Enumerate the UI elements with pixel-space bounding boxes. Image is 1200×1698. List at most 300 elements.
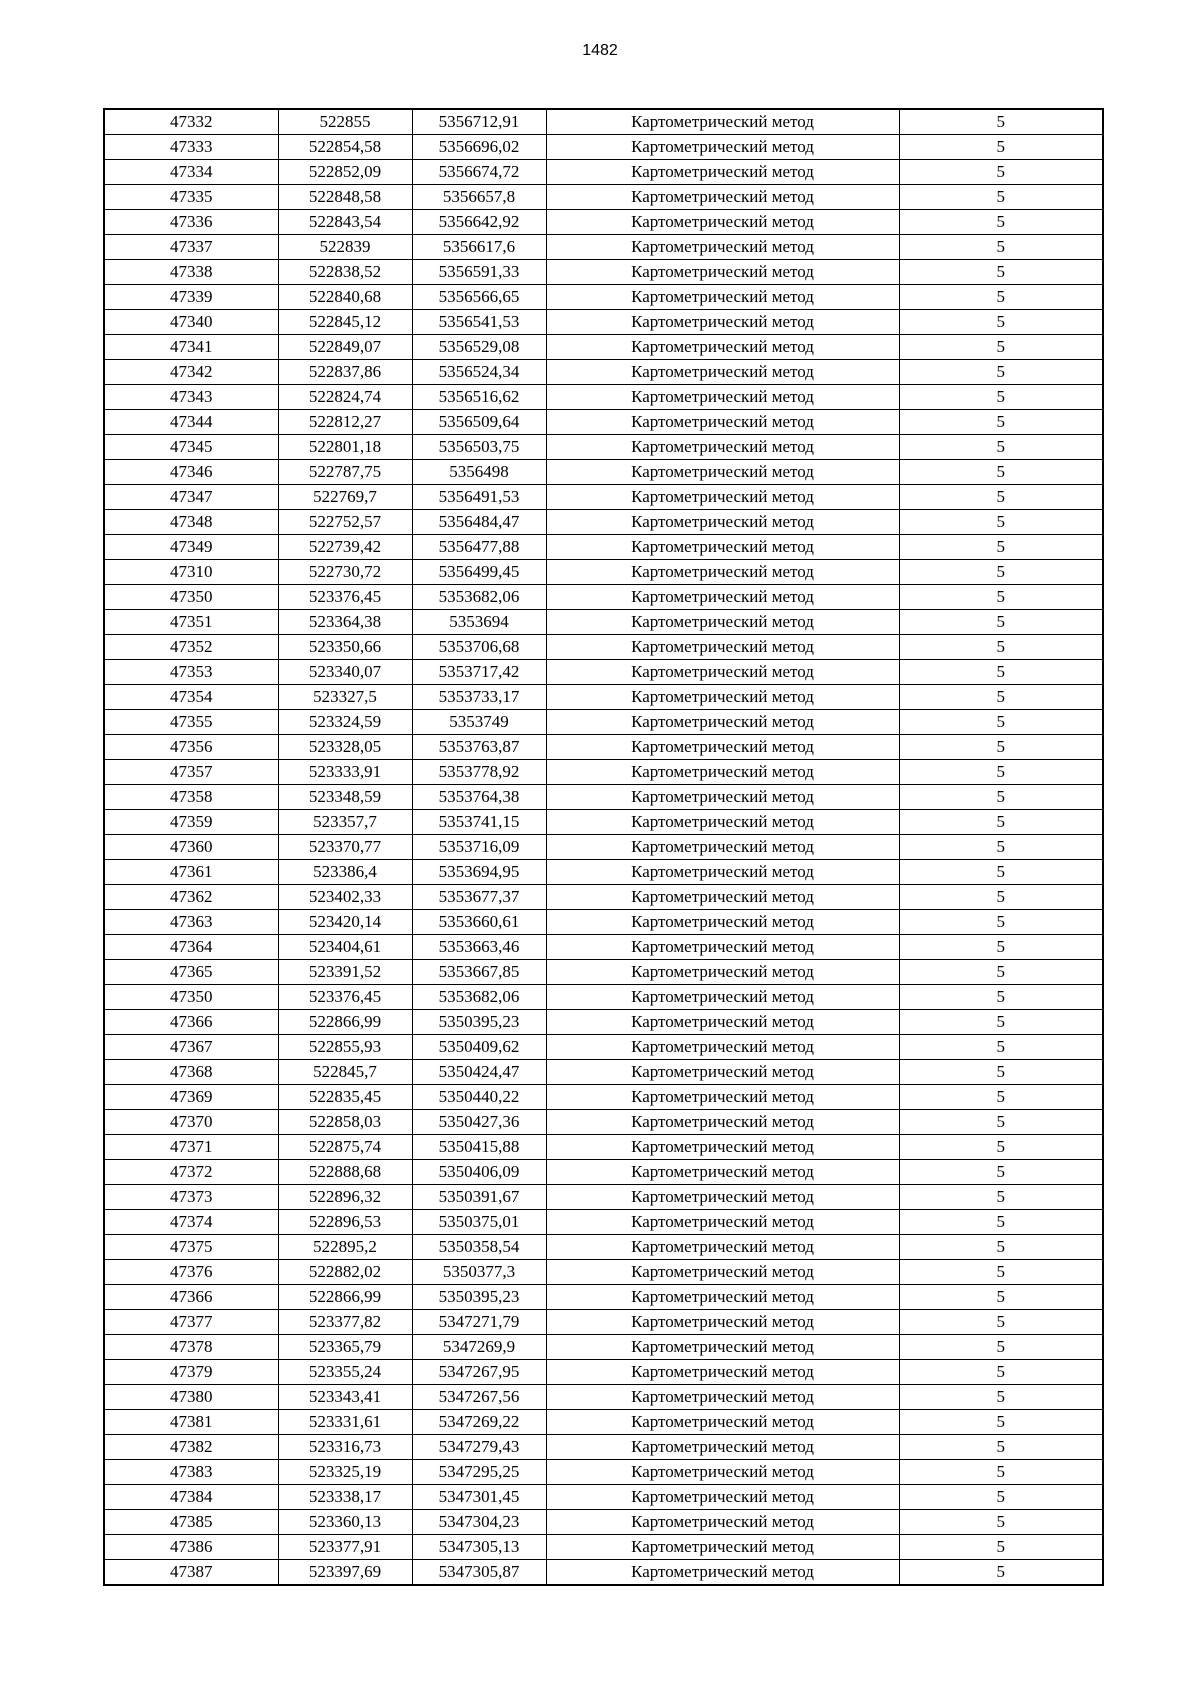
point-number-cell: 47355 xyxy=(104,710,278,735)
point-number-cell: 47382 xyxy=(104,1435,278,1460)
x-coordinate-cell: 522812,27 xyxy=(278,410,412,435)
y-coordinate-cell: 5347295,25 xyxy=(412,1460,546,1485)
table-row xyxy=(104,1260,1103,1285)
accuracy-cell: 5 xyxy=(899,1535,1103,1560)
method-cell: Картометрический метод xyxy=(546,1110,899,1135)
point-number-cell: 47337 xyxy=(104,235,278,260)
y-coordinate-cell: 5350375,01 xyxy=(412,1210,546,1235)
y-coordinate-cell: 5353682,06 xyxy=(412,985,546,1010)
accuracy-cell: 5 xyxy=(899,1460,1103,1485)
method-cell: Картометрический метод xyxy=(546,910,899,935)
method-cell: Картометрический метод xyxy=(546,1085,899,1110)
accuracy-cell: 5 xyxy=(899,460,1103,485)
accuracy-cell: 5 xyxy=(899,610,1103,635)
method-cell: Картометрический метод xyxy=(546,435,899,460)
table-row xyxy=(104,1310,1103,1335)
point-number-cell: 47375 xyxy=(104,1235,278,1260)
x-coordinate-cell: 522730,72 xyxy=(278,560,412,585)
method-cell: Картометрический метод xyxy=(546,1035,899,1060)
point-number-cell: 47383 xyxy=(104,1460,278,1485)
accuracy-cell: 5 xyxy=(899,835,1103,860)
x-coordinate-cell: 523316,73 xyxy=(278,1435,412,1460)
y-coordinate-cell: 5353716,09 xyxy=(412,835,546,860)
table-row xyxy=(104,1060,1103,1085)
point-number-cell: 47361 xyxy=(104,860,278,885)
point-number-cell: 47373 xyxy=(104,1185,278,1210)
method-cell: Картометрический метод xyxy=(546,1460,899,1485)
method-cell: Картометрический метод xyxy=(546,1560,899,1586)
method-cell: Картометрический метод xyxy=(546,1010,899,1035)
table-row xyxy=(104,1285,1103,1310)
y-coordinate-cell: 5356712,91 xyxy=(412,109,546,135)
x-coordinate-cell: 523386,4 xyxy=(278,860,412,885)
x-coordinate-cell: 523333,91 xyxy=(278,760,412,785)
accuracy-cell: 5 xyxy=(899,1310,1103,1335)
table-row xyxy=(104,760,1103,785)
x-coordinate-cell: 522839 xyxy=(278,235,412,260)
table-row xyxy=(104,310,1103,335)
table-row xyxy=(104,335,1103,360)
method-cell: Картометрический метод xyxy=(546,1160,899,1185)
point-number-cell: 47357 xyxy=(104,760,278,785)
method-cell: Картометрический метод xyxy=(546,560,899,585)
point-number-cell: 47366 xyxy=(104,1285,278,1310)
point-number-cell: 47343 xyxy=(104,385,278,410)
table-row xyxy=(104,109,1103,135)
accuracy-cell: 5 xyxy=(899,935,1103,960)
x-coordinate-cell: 523328,05 xyxy=(278,735,412,760)
point-number-cell: 47370 xyxy=(104,1110,278,1135)
table-row xyxy=(104,685,1103,710)
y-coordinate-cell: 5356509,64 xyxy=(412,410,546,435)
method-cell: Картометрический метод xyxy=(546,210,899,235)
accuracy-cell: 5 xyxy=(899,109,1103,135)
accuracy-cell: 5 xyxy=(899,635,1103,660)
y-coordinate-cell: 5350424,47 xyxy=(412,1060,546,1085)
method-cell: Картометрический метод xyxy=(546,510,899,535)
y-coordinate-cell: 5353764,38 xyxy=(412,785,546,810)
point-number-cell: 47367 xyxy=(104,1035,278,1060)
accuracy-cell: 5 xyxy=(899,1260,1103,1285)
table-row xyxy=(104,835,1103,860)
method-cell: Картометрический метод xyxy=(546,710,899,735)
y-coordinate-cell: 5353717,42 xyxy=(412,660,546,685)
accuracy-cell: 5 xyxy=(899,510,1103,535)
x-coordinate-cell: 522854,58 xyxy=(278,135,412,160)
x-coordinate-cell: 523370,77 xyxy=(278,835,412,860)
x-coordinate-cell: 522882,02 xyxy=(278,1260,412,1285)
method-cell: Картометрический метод xyxy=(546,335,899,360)
accuracy-cell: 5 xyxy=(899,885,1103,910)
table-row xyxy=(104,860,1103,885)
y-coordinate-cell: 5347304,23 xyxy=(412,1510,546,1535)
x-coordinate-cell: 523397,69 xyxy=(278,1560,412,1586)
table-row xyxy=(104,235,1103,260)
y-coordinate-cell: 5347271,79 xyxy=(412,1310,546,1335)
accuracy-cell: 5 xyxy=(899,910,1103,935)
accuracy-cell: 5 xyxy=(899,485,1103,510)
method-cell: Картометрический метод xyxy=(546,1360,899,1385)
accuracy-cell: 5 xyxy=(899,685,1103,710)
accuracy-cell: 5 xyxy=(899,210,1103,235)
x-coordinate-cell: 522866,99 xyxy=(278,1010,412,1035)
y-coordinate-cell: 5350415,88 xyxy=(412,1135,546,1160)
y-coordinate-cell: 5356566,65 xyxy=(412,285,546,310)
accuracy-cell: 5 xyxy=(899,1560,1103,1586)
y-coordinate-cell: 5350377,3 xyxy=(412,1260,546,1285)
point-number-cell: 47379 xyxy=(104,1360,278,1385)
y-coordinate-cell: 5353749 xyxy=(412,710,546,735)
accuracy-cell: 5 xyxy=(899,535,1103,560)
y-coordinate-cell: 5356541,53 xyxy=(412,310,546,335)
accuracy-cell: 5 xyxy=(899,335,1103,360)
accuracy-cell: 5 xyxy=(899,1360,1103,1385)
table-row xyxy=(104,1110,1103,1135)
method-cell: Картометрический метод xyxy=(546,1135,899,1160)
method-cell: Картометрический метод xyxy=(546,1510,899,1535)
method-cell: Картометрический метод xyxy=(546,860,899,885)
accuracy-cell: 5 xyxy=(899,1110,1103,1135)
point-number-cell: 47333 xyxy=(104,135,278,160)
x-coordinate-cell: 523376,45 xyxy=(278,585,412,610)
table-row xyxy=(104,1535,1103,1560)
table-row xyxy=(104,535,1103,560)
method-cell: Картометрический метод xyxy=(546,1385,899,1410)
x-coordinate-cell: 522845,12 xyxy=(278,310,412,335)
x-coordinate-cell: 523391,52 xyxy=(278,960,412,985)
table-row xyxy=(104,485,1103,510)
x-coordinate-cell: 522787,75 xyxy=(278,460,412,485)
table-row xyxy=(104,385,1103,410)
table-row xyxy=(104,585,1103,610)
y-coordinate-cell: 5356516,62 xyxy=(412,385,546,410)
accuracy-cell: 5 xyxy=(899,1435,1103,1460)
table-row xyxy=(104,435,1103,460)
y-coordinate-cell: 5347305,87 xyxy=(412,1560,546,1586)
accuracy-cell: 5 xyxy=(899,1085,1103,1110)
method-cell: Картометрический метод xyxy=(546,585,899,610)
point-number-cell: 47339 xyxy=(104,285,278,310)
table-row xyxy=(104,560,1103,585)
point-number-cell: 47365 xyxy=(104,960,278,985)
x-coordinate-cell: 522858,03 xyxy=(278,1110,412,1135)
method-cell: Картометрический метод xyxy=(546,235,899,260)
accuracy-cell: 5 xyxy=(899,735,1103,760)
table-row xyxy=(104,635,1103,660)
point-number-cell: 47381 xyxy=(104,1410,278,1435)
x-coordinate-cell: 522845,7 xyxy=(278,1060,412,1085)
table-row xyxy=(104,1360,1103,1385)
table-row xyxy=(104,1460,1103,1485)
y-coordinate-cell: 5353733,17 xyxy=(412,685,546,710)
accuracy-cell: 5 xyxy=(899,585,1103,610)
table-row xyxy=(104,1335,1103,1360)
x-coordinate-cell: 522848,58 xyxy=(278,185,412,210)
point-number-cell: 47336 xyxy=(104,210,278,235)
point-number-cell: 47356 xyxy=(104,735,278,760)
point-number-cell: 47372 xyxy=(104,1160,278,1185)
y-coordinate-cell: 5356503,75 xyxy=(412,435,546,460)
x-coordinate-cell: 522769,7 xyxy=(278,485,412,510)
point-number-cell: 47353 xyxy=(104,660,278,685)
x-coordinate-cell: 522835,45 xyxy=(278,1085,412,1110)
x-coordinate-cell: 522888,68 xyxy=(278,1160,412,1185)
y-coordinate-cell: 5356499,45 xyxy=(412,560,546,585)
table-row xyxy=(104,1410,1103,1435)
table-row xyxy=(104,985,1103,1010)
point-number-cell: 47350 xyxy=(104,985,278,1010)
accuracy-cell: 5 xyxy=(899,135,1103,160)
accuracy-cell: 5 xyxy=(899,1135,1103,1160)
y-coordinate-cell: 5347301,45 xyxy=(412,1485,546,1510)
x-coordinate-cell: 523376,45 xyxy=(278,985,412,1010)
y-coordinate-cell: 5350409,62 xyxy=(412,1035,546,1060)
x-coordinate-cell: 522875,74 xyxy=(278,1135,412,1160)
method-cell: Картометрический метод xyxy=(546,810,899,835)
method-cell: Картометрический метод xyxy=(546,1310,899,1335)
table-row xyxy=(104,785,1103,810)
y-coordinate-cell: 5353706,68 xyxy=(412,635,546,660)
table-row xyxy=(104,1035,1103,1060)
table-row xyxy=(104,1235,1103,1260)
method-cell: Картометрический метод xyxy=(546,960,899,985)
y-coordinate-cell: 5347269,22 xyxy=(412,1410,546,1435)
y-coordinate-cell: 5356642,92 xyxy=(412,210,546,235)
x-coordinate-cell: 523324,59 xyxy=(278,710,412,735)
x-coordinate-cell: 522866,99 xyxy=(278,1285,412,1310)
x-coordinate-cell: 522852,09 xyxy=(278,160,412,185)
point-number-cell: 47352 xyxy=(104,635,278,660)
table-row xyxy=(104,460,1103,485)
x-coordinate-cell: 523325,19 xyxy=(278,1460,412,1485)
x-coordinate-cell: 522895,2 xyxy=(278,1235,412,1260)
x-coordinate-cell: 523360,13 xyxy=(278,1510,412,1535)
method-cell: Картометрический метод xyxy=(546,635,899,660)
table-row xyxy=(104,1435,1103,1460)
method-cell: Картометрический метод xyxy=(546,1235,899,1260)
y-coordinate-cell: 5356477,88 xyxy=(412,535,546,560)
table-row xyxy=(104,885,1103,910)
y-coordinate-cell: 5353660,61 xyxy=(412,910,546,935)
accuracy-cell: 5 xyxy=(899,960,1103,985)
table-row xyxy=(104,210,1103,235)
y-coordinate-cell: 5353741,15 xyxy=(412,810,546,835)
method-cell: Картометрический метод xyxy=(546,410,899,435)
method-cell: Картометрический метод xyxy=(546,1335,899,1360)
y-coordinate-cell: 5350358,54 xyxy=(412,1235,546,1260)
point-number-cell: 47342 xyxy=(104,360,278,385)
method-cell: Картометрический метод xyxy=(546,135,899,160)
table-row xyxy=(104,1185,1103,1210)
method-cell: Картометрический метод xyxy=(546,310,899,335)
page-number: 1482 xyxy=(582,42,618,59)
x-coordinate-cell: 523357,7 xyxy=(278,810,412,835)
accuracy-cell: 5 xyxy=(899,360,1103,385)
table-row xyxy=(104,1560,1103,1586)
method-cell: Картометрический метод xyxy=(546,1260,899,1285)
point-number-cell: 47351 xyxy=(104,610,278,635)
method-cell: Картометрический метод xyxy=(546,660,899,685)
table-row xyxy=(104,1085,1103,1110)
x-coordinate-cell: 523331,61 xyxy=(278,1410,412,1435)
accuracy-cell: 5 xyxy=(899,185,1103,210)
y-coordinate-cell: 5347305,13 xyxy=(412,1535,546,1560)
y-coordinate-cell: 5353778,92 xyxy=(412,760,546,785)
table-row xyxy=(104,1010,1103,1035)
table-row xyxy=(104,1485,1103,1510)
x-coordinate-cell: 523377,91 xyxy=(278,1535,412,1560)
point-number-cell: 47358 xyxy=(104,785,278,810)
point-number-cell: 47332 xyxy=(104,109,278,135)
accuracy-cell: 5 xyxy=(899,760,1103,785)
point-number-cell: 47368 xyxy=(104,1060,278,1085)
y-coordinate-cell: 5353763,87 xyxy=(412,735,546,760)
x-coordinate-cell: 523343,41 xyxy=(278,1385,412,1410)
point-number-cell: 47341 xyxy=(104,335,278,360)
x-coordinate-cell: 522840,68 xyxy=(278,285,412,310)
accuracy-cell: 5 xyxy=(899,985,1103,1010)
y-coordinate-cell: 5350395,23 xyxy=(412,1010,546,1035)
table-row xyxy=(104,1210,1103,1235)
accuracy-cell: 5 xyxy=(899,310,1103,335)
x-coordinate-cell: 523327,5 xyxy=(278,685,412,710)
y-coordinate-cell: 5353694,95 xyxy=(412,860,546,885)
accuracy-cell: 5 xyxy=(899,1410,1103,1435)
x-coordinate-cell: 523355,24 xyxy=(278,1360,412,1385)
x-coordinate-cell: 522837,86 xyxy=(278,360,412,385)
accuracy-cell: 5 xyxy=(899,1060,1103,1085)
table-row xyxy=(104,810,1103,835)
method-cell: Картометрический метод xyxy=(546,260,899,285)
method-cell: Картометрический метод xyxy=(546,985,899,1010)
table-row xyxy=(104,185,1103,210)
point-number-cell: 47362 xyxy=(104,885,278,910)
table-row xyxy=(104,410,1103,435)
y-coordinate-cell: 5347267,56 xyxy=(412,1385,546,1410)
table-row xyxy=(104,1135,1103,1160)
point-number-cell: 47344 xyxy=(104,410,278,435)
method-cell: Картометрический метод xyxy=(546,385,899,410)
table-row xyxy=(104,1385,1103,1410)
table-row xyxy=(104,960,1103,985)
x-coordinate-cell: 522855,93 xyxy=(278,1035,412,1060)
table-row xyxy=(104,660,1103,685)
point-number-cell: 47386 xyxy=(104,1535,278,1560)
point-number-cell: 47310 xyxy=(104,560,278,585)
method-cell: Картометрический метод xyxy=(546,610,899,635)
point-number-cell: 47384 xyxy=(104,1485,278,1510)
accuracy-cell: 5 xyxy=(899,1285,1103,1310)
table-row xyxy=(104,285,1103,310)
y-coordinate-cell: 5347269,9 xyxy=(412,1335,546,1360)
point-number-cell: 47354 xyxy=(104,685,278,710)
point-number-cell: 47378 xyxy=(104,1335,278,1360)
point-number-cell: 47347 xyxy=(104,485,278,510)
x-coordinate-cell: 523404,61 xyxy=(278,935,412,960)
x-coordinate-cell: 523338,17 xyxy=(278,1485,412,1510)
accuracy-cell: 5 xyxy=(899,810,1103,835)
accuracy-cell: 5 xyxy=(899,785,1103,810)
point-number-cell: 47349 xyxy=(104,535,278,560)
y-coordinate-cell: 5350427,36 xyxy=(412,1110,546,1135)
y-coordinate-cell: 5350391,67 xyxy=(412,1185,546,1210)
accuracy-cell: 5 xyxy=(899,285,1103,310)
method-cell: Картометрический метод xyxy=(546,1485,899,1510)
accuracy-cell: 5 xyxy=(899,1235,1103,1260)
coordinates-table-body xyxy=(104,109,1103,1585)
x-coordinate-cell: 522843,54 xyxy=(278,210,412,235)
point-number-cell: 47374 xyxy=(104,1210,278,1235)
y-coordinate-cell: 5356674,72 xyxy=(412,160,546,185)
method-cell: Картометрический метод xyxy=(546,1285,899,1310)
accuracy-cell: 5 xyxy=(899,710,1103,735)
method-cell: Картометрический метод xyxy=(546,485,899,510)
y-coordinate-cell: 5356617,6 xyxy=(412,235,546,260)
accuracy-cell: 5 xyxy=(899,435,1103,460)
y-coordinate-cell: 5356484,47 xyxy=(412,510,546,535)
method-cell: Картометрический метод xyxy=(546,760,899,785)
method-cell: Картометрический метод xyxy=(546,1535,899,1560)
method-cell: Картометрический метод xyxy=(546,935,899,960)
accuracy-cell: 5 xyxy=(899,410,1103,435)
y-coordinate-cell: 5356529,08 xyxy=(412,335,546,360)
table-row xyxy=(104,735,1103,760)
method-cell: Картометрический метод xyxy=(546,1060,899,1085)
point-number-cell: 47377 xyxy=(104,1310,278,1335)
y-coordinate-cell: 5356491,53 xyxy=(412,485,546,510)
point-number-cell: 47348 xyxy=(104,510,278,535)
x-coordinate-cell: 522824,74 xyxy=(278,385,412,410)
x-coordinate-cell: 523402,33 xyxy=(278,885,412,910)
accuracy-cell: 5 xyxy=(899,660,1103,685)
point-number-cell: 47350 xyxy=(104,585,278,610)
method-cell: Картометрический метод xyxy=(546,460,899,485)
x-coordinate-cell: 522752,57 xyxy=(278,510,412,535)
method-cell: Картометрический метод xyxy=(546,685,899,710)
x-coordinate-cell: 522838,52 xyxy=(278,260,412,285)
accuracy-cell: 5 xyxy=(899,1185,1103,1210)
table-row xyxy=(104,910,1103,935)
accuracy-cell: 5 xyxy=(899,1035,1103,1060)
method-cell: Картометрический метод xyxy=(546,1410,899,1435)
accuracy-cell: 5 xyxy=(899,1335,1103,1360)
coordinates-table xyxy=(103,108,1104,1586)
accuracy-cell: 5 xyxy=(899,860,1103,885)
accuracy-cell: 5 xyxy=(899,235,1103,260)
table-row xyxy=(104,710,1103,735)
method-cell: Картометрический метод xyxy=(546,735,899,760)
y-coordinate-cell: 5353667,85 xyxy=(412,960,546,985)
y-coordinate-cell: 5353682,06 xyxy=(412,585,546,610)
method-cell: Картометрический метод xyxy=(546,1185,899,1210)
point-number-cell: 47387 xyxy=(104,1560,278,1586)
point-number-cell: 47338 xyxy=(104,260,278,285)
table-row xyxy=(104,160,1103,185)
y-coordinate-cell: 5356498 xyxy=(412,460,546,485)
table-row xyxy=(104,610,1103,635)
method-cell: Картометрический метод xyxy=(546,185,899,210)
point-number-cell: 47340 xyxy=(104,310,278,335)
method-cell: Картометрический метод xyxy=(546,160,899,185)
point-number-cell: 47346 xyxy=(104,460,278,485)
point-number-cell: 47335 xyxy=(104,185,278,210)
x-coordinate-cell: 522849,07 xyxy=(278,335,412,360)
accuracy-cell: 5 xyxy=(899,385,1103,410)
accuracy-cell: 5 xyxy=(899,160,1103,185)
x-coordinate-cell: 523365,79 xyxy=(278,1335,412,1360)
y-coordinate-cell: 5347267,95 xyxy=(412,1360,546,1385)
table-row xyxy=(104,510,1103,535)
